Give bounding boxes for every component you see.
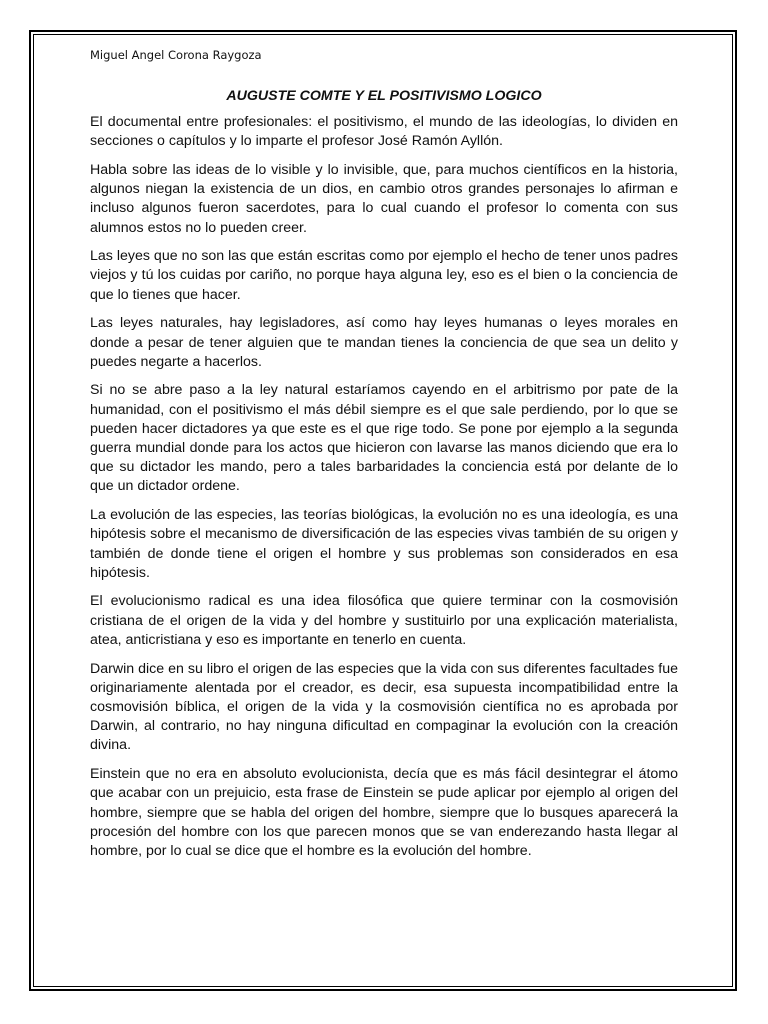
document-body [90,44,678,871]
paragraph: La evolución de las especies, las teorías biológicas, la evolución no es una ideología, es una hipótesis sobre el mecanismo de diversificación de las especies vivas también de su origen y también de donde tiene el origen el hombre y sus problemas son considerados en esa hipótesis. [90,507,678,581]
document-title: AUGUSTE COMTE Y EL POSITIVISMO LOGICO [226,88,542,104]
paragraph: El documental entre profesionales: el positivismo, el mundo de las ideologías, lo dividen en secciones o capítulos y lo imparte el profesor José Ramón Ayllón. [90,114,678,150]
paragraph: El evolucionismo radical es una idea filosófica que quiere terminar con la cosmovisión cristiana de el origen de la vida y del hombre y sustituirlo por una explicación materialista, atea, anticristiana y eso es importante en tenerlo en cuenta. [90,593,678,648]
paragraph: Si no se abre paso a la ley natural estaríamos cayendo en el arbitrismo por pate de la humanidad, con el positivismo el más débil siempre es el que sale perdiendo, por lo que se pueden hacer dictadores ya que este es el que rige todo. Se pone por ejemplo a la segunda guerra mundial donde para los actos que hicieron con lavarse las manos diciendo que era lo que su dictador les mando, pero a tales barbaridades la conciencia está por delante de lo que un dictador ordene. [90,382,678,495]
paragraph: Einstein que no era en absoluto evolucionista, decía que es más fácil desintegrar el átomo que acabar con un prejuicio, esta frase de Einstein se pude aplicar por ejemplo al origen del hombre, siempre que se habla del origen del hombre, siempre que lo busques aparecerá la procesión del hombre con los que parecen monos que se van enderezando hasta llegar al hombre, por lo cual se dice que el hombre es la evolución del hombre. [90,766,678,859]
paragraph: Habla sobre las ideas de lo visible y lo invisible, que, para muchos científicos en la historia, algunos niegan la existencia de un dios, en cambio otros grandes personajes lo afirman e incluso algunos fueron sacerdotes, para lo cual cuando el profesor lo comenta con sus alumnos estos no lo pueden creer. [90,161,678,236]
paragraph: Las leyes naturales, hay legisladores, así como hay leyes humanas o leyes morales en donde a pesar de tener alguien que te mandan tienes la conciencia de que sea un delito y puedes negarte a hacerlos. [90,315,678,370]
paragraph: Las leyes que no son las que están escritas como por ejemplo el hecho de tener unos padres viejos y tú los cuidas por cariño, no porque haya alguna ley, eso es el bien o la conciencia de que lo tienes que hacer. [90,248,678,303]
author-name: Miguel Angel Corona Raygoza [90,48,262,62]
paragraph: Darwin dice en su libro el origen de las especies que la vida con sus diferentes facultades fue originariamente alentada por el creador, es decir, esa supuesta incompatibilidad entre la cosmovisión bíblica, el origen de la vida y la cosmovisión científica no es aprobada por Darwin, al contrario, no hay ninguna dificultad en compaginar la evolución con la creación divina. [90,660,678,754]
